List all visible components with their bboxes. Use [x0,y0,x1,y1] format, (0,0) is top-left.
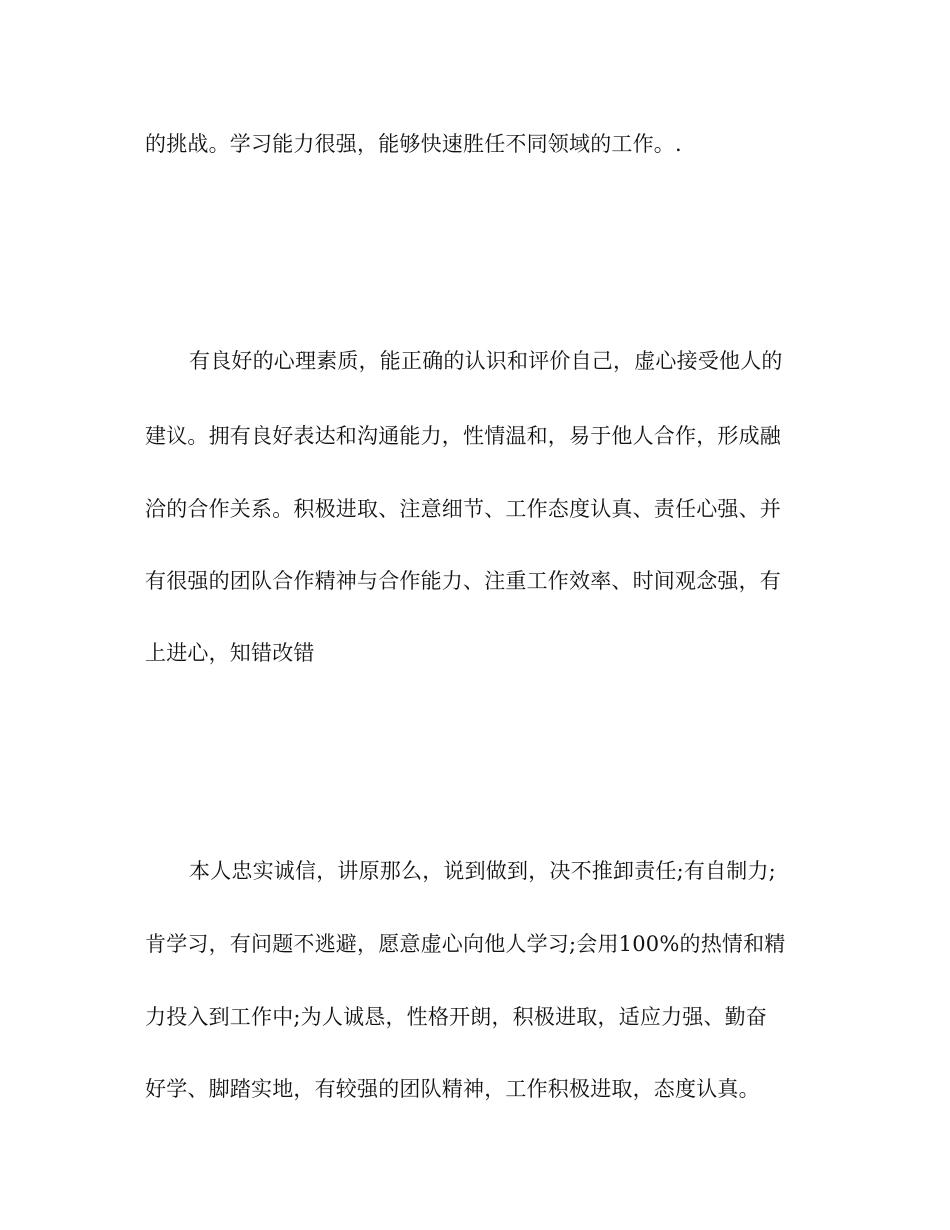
paragraph-3-line-1: 本人忠实诚信，讲原那么，说到做到，决不推卸责任;有自制力; [189,859,776,883]
paragraph-3-line-3: 力投入到工作中;为人诚恳，性格开朗，积极进取，适应力强、勤奋 [145,1005,768,1029]
paragraph-2-line-1: 有良好的心理素质，能正确的认识和评价自己，虚心接受他人的 [189,349,783,373]
paragraph-2-line-4: 有很强的团队合作精神与合作能力、注重工作效率、时间观念强，有 [145,569,781,593]
paragraph-1-line-1: 的挑战。学习能力很强，能够快速胜任不同领域的工作。. [145,132,682,156]
paragraph-2-line-5: 上进心，知错改错 [145,641,315,665]
paragraph-2-line-3: 洽的合作关系。积极进取、注意细节、工作态度认真、责任心强、并 [145,497,781,521]
paragraph-3-line-4: 好学、脚踏实地，有较强的团队精神，工作积极进取，态度认真。 [145,1077,760,1101]
paragraph-2-line-2: 建议。拥有良好表达和沟通能力，性情温和，易于他人合作，形成融 [145,424,781,448]
paragraph-3-line-2: 肯学习，有问题不逃避，愿意虚心向他人学习;会用100%的热情和精 [145,932,786,956]
